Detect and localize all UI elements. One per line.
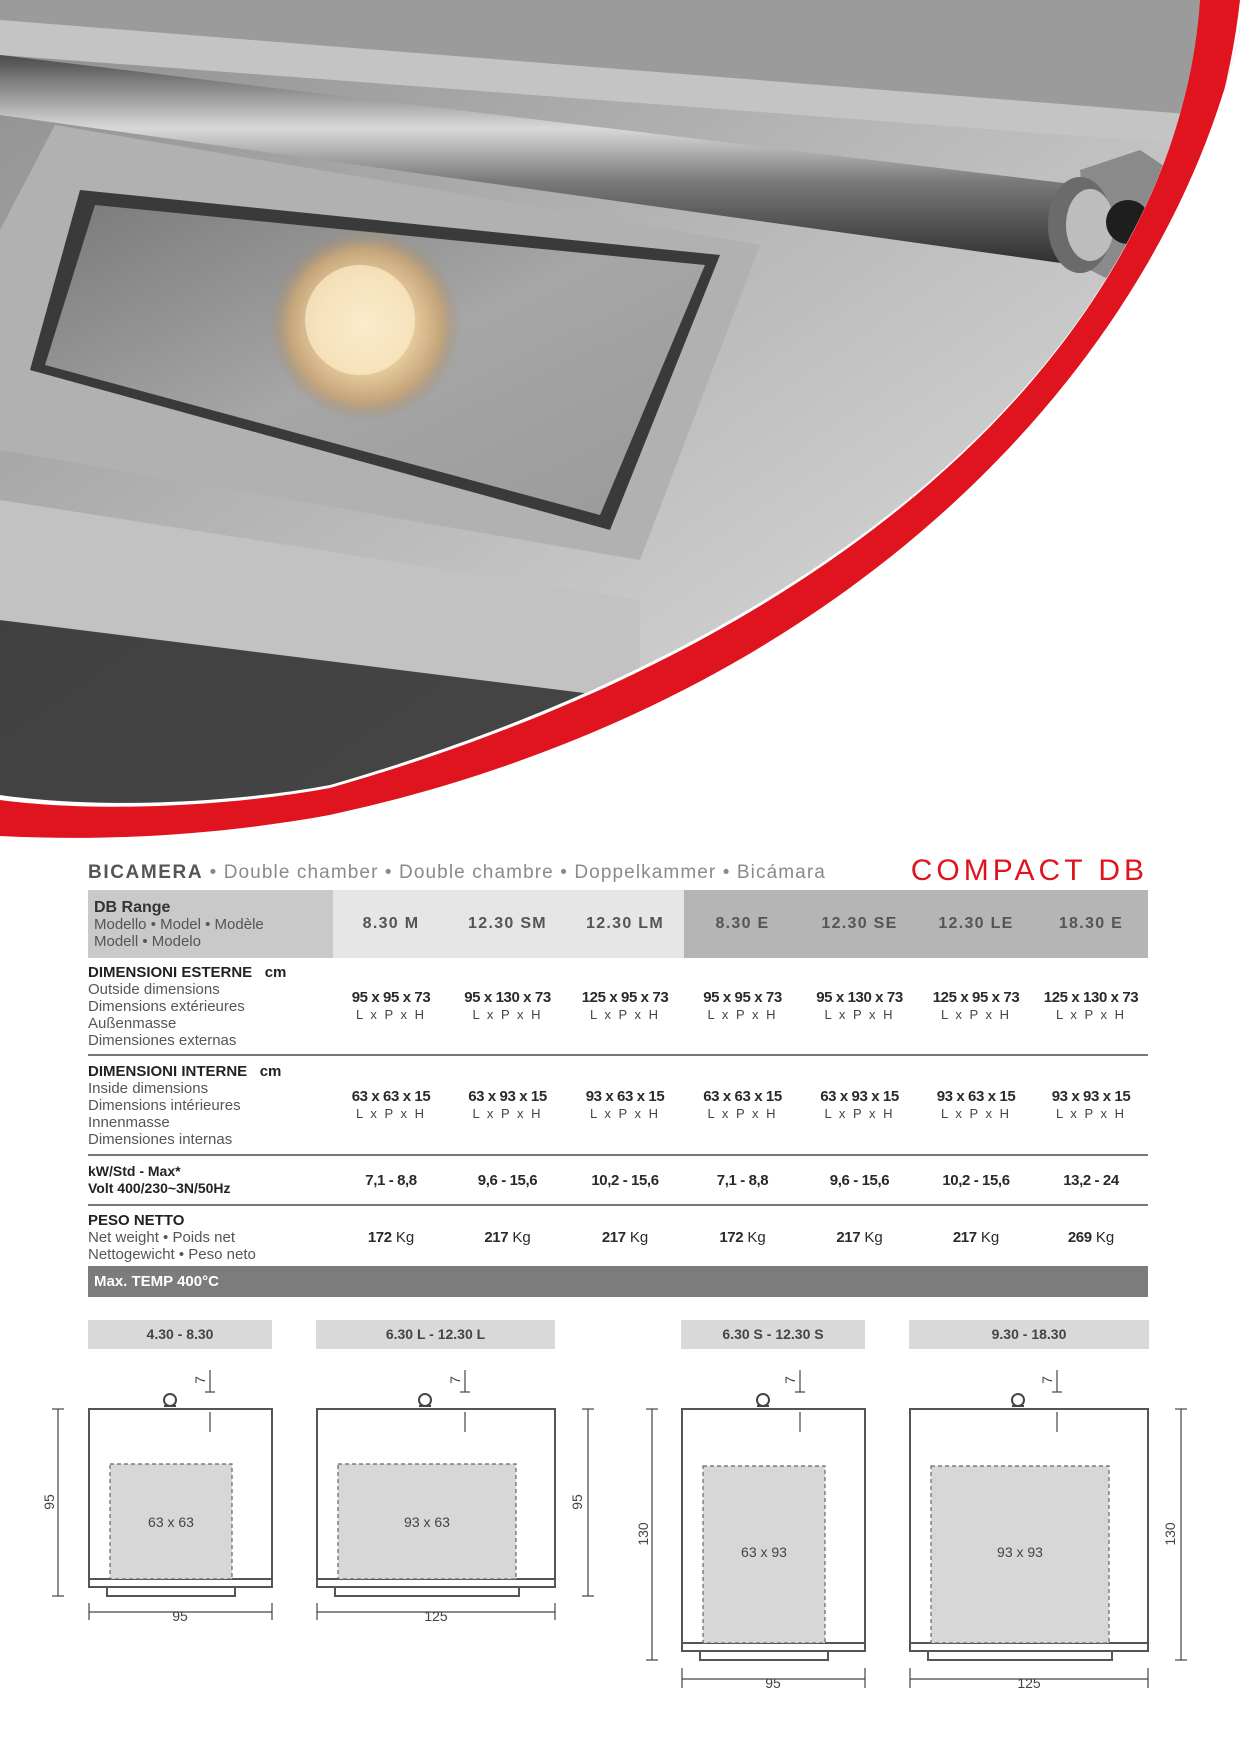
cell-value: 9,6 - 15,6 [477, 1171, 538, 1189]
model-header: 12.30 LE [918, 890, 1034, 958]
row-sub: Innenmasse [88, 1113, 170, 1131]
cell-value: 172 [719, 1228, 744, 1246]
cell-unit: L x P x H [1055, 1007, 1127, 1022]
table-cell [801, 1155, 918, 1205]
cell-value: 63 x 63 x 15 [703, 1088, 782, 1105]
cell-value: 10,2 - 15,6 [591, 1171, 659, 1189]
table-cell [449, 1055, 566, 1155]
diagram-1 [52, 1370, 272, 1620]
inner-label: 93 x 93 [997, 1544, 1043, 1560]
max-temp-label: Max. TEMP 400°C [94, 1273, 219, 1290]
cell-value: 63 x 63 x 15 [351, 1088, 431, 1105]
depth-label: 95 [569, 1494, 585, 1510]
row-unit: cm [264, 963, 287, 981]
width-label: 125 [1017, 1675, 1041, 1691]
table-cell [801, 1205, 918, 1268]
cell-value: 95 x 95 x 73 [351, 989, 431, 1006]
table-cell [449, 1155, 566, 1205]
row-title: PESO NETTO [88, 1211, 185, 1229]
cell-value: 125 x 130 x 73 [1043, 989, 1139, 1006]
table-cell [449, 958, 566, 1055]
cell-unit: L x P x H [940, 1007, 1012, 1022]
cell-unit: L x P x H [707, 1106, 778, 1121]
range-header [88, 890, 333, 958]
cell-unit: Kg [980, 1228, 1000, 1246]
cell-value: 7,1 - 8,8 [365, 1171, 417, 1189]
model-header: 12.30 LM [566, 890, 684, 958]
row-sub: Nettogewicht • Peso neto [88, 1245, 256, 1263]
cell-value: 93 x 63 x 15 [936, 1088, 1016, 1105]
cell-unit: Kg [629, 1228, 649, 1246]
table-cell [684, 1055, 801, 1155]
diagram-4 [910, 1370, 1187, 1688]
table-header-row [88, 890, 1148, 958]
gap-label: 7 [782, 1376, 798, 1384]
row-sub: Net weight • Poids net [88, 1228, 235, 1246]
table-cell [801, 958, 918, 1055]
row-label [88, 958, 333, 1055]
cell-unit: L x P x H [472, 1106, 543, 1121]
row-label [88, 1205, 333, 1268]
range-sub1: Modello • Model • Modèle [94, 915, 264, 933]
cell-value: 217 [836, 1228, 861, 1246]
row-title: DIMENSIONI INTERNE [88, 1062, 248, 1080]
table-cell [918, 1055, 1034, 1155]
diagram-label: 6.30 L - 12.30 L [316, 1320, 555, 1349]
oven-diagrams [0, 1350, 1240, 1710]
internal-dimensions-row [88, 1055, 1148, 1155]
row-label [88, 1155, 333, 1205]
gap-label: 7 [192, 1376, 208, 1384]
table-cell [918, 1155, 1034, 1205]
cell-value: 63 x 93 x 15 [468, 1088, 547, 1105]
inner-label: 63 x 63 [148, 1514, 194, 1530]
table-cell [333, 1155, 449, 1205]
inner-label: 63 x 93 [741, 1544, 787, 1560]
table-cell [918, 1205, 1034, 1268]
cell-unit: L x P x H [707, 1007, 778, 1022]
cell-unit: Kg [512, 1228, 531, 1246]
diagram-label: 9.30 - 18.30 [909, 1320, 1149, 1349]
cell-unit: Kg [395, 1228, 415, 1246]
row-volt: Volt 400/230~3N/50Hz [88, 1180, 231, 1196]
table-cell [1034, 1205, 1148, 1268]
diagram-label: 4.30 - 8.30 [88, 1320, 272, 1349]
cell-value: 125 x 95 x 73 [581, 989, 669, 1006]
row-title: DIMENSIONI ESTERNE [88, 963, 253, 981]
external-dimensions-row [88, 958, 1148, 1055]
cell-unit: L x P x H [824, 1007, 895, 1022]
row-sub: Dimensiones internas [88, 1130, 233, 1148]
cell-unit: L x P x H [589, 1007, 661, 1022]
cell-unit: Kg [747, 1228, 766, 1246]
heading-title: BICAMERA [88, 862, 204, 883]
cell-value: 217 [952, 1228, 977, 1246]
oven-door-photo [0, 0, 1240, 850]
model-header: 8.30 M [333, 890, 449, 958]
row-title: kW/Std - Max* [88, 1163, 181, 1179]
row-sub: Dimensions intérieures [88, 1096, 241, 1114]
width-label: 95 [172, 1608, 188, 1624]
row-sub: Dimensiones externas [88, 1031, 237, 1049]
cell-unit: L x P x H [824, 1106, 895, 1121]
row-unit: cm [259, 1062, 282, 1080]
table-cell [1034, 1055, 1148, 1155]
cell-value: 172 [367, 1228, 392, 1246]
width-label: 125 [424, 1608, 448, 1624]
diagram-label: 6.30 S - 12.30 S [681, 1320, 865, 1349]
cell-unit: L x P x H [472, 1007, 543, 1022]
cell-value: 7,1 - 8,8 [716, 1171, 769, 1189]
depth-label: 130 [1162, 1522, 1178, 1546]
depth-label: 95 [41, 1494, 57, 1510]
table-cell [333, 1205, 449, 1268]
cell-value: 95 x 95 x 73 [703, 989, 782, 1006]
row-sub: Outside dimensions [88, 980, 220, 998]
depth-label: 130 [635, 1522, 651, 1546]
cell-value: 95 x 130 x 73 [816, 989, 903, 1006]
cell-unit: L x P x H [355, 1007, 427, 1022]
model-header: 12.30 SE [801, 890, 918, 958]
row-sub: Inside dimensions [88, 1079, 209, 1097]
diagram-2 [317, 1370, 594, 1620]
model-header: 18.30 E [1034, 890, 1148, 958]
cell-value: 125 x 95 x 73 [932, 989, 1020, 1006]
table-cell [566, 958, 684, 1055]
cell-value: 95 x 130 x 73 [464, 989, 551, 1006]
cell-value: 10,2 - 15,6 [942, 1171, 1010, 1189]
max-temp-bar [88, 1266, 1148, 1297]
table-cell [333, 1055, 449, 1155]
cell-unit: L x P x H [355, 1106, 427, 1121]
spec-table [88, 890, 1148, 1268]
model-header: 12.30 SM [449, 890, 566, 958]
weight-row [88, 1205, 1148, 1268]
cell-value: 217 [601, 1228, 626, 1246]
cell-value: 63 x 93 x 15 [820, 1088, 899, 1105]
diagram-3 [646, 1370, 865, 1688]
table-cell [449, 1205, 566, 1268]
product-brand: COMPACT DB [910, 854, 1148, 887]
table-cell [918, 958, 1034, 1055]
cell-value: 93 x 93 x 15 [1051, 1088, 1131, 1105]
table-cell [684, 958, 801, 1055]
table-cell [1034, 958, 1148, 1055]
table-cell [566, 1155, 684, 1205]
range-label: DB Range [94, 898, 171, 916]
row-sub: Außenmasse [88, 1014, 177, 1032]
inner-label: 93 x 63 [404, 1514, 450, 1530]
table-cell [566, 1055, 684, 1155]
table-cell [684, 1155, 801, 1205]
cell-unit: L x P x H [589, 1106, 661, 1121]
row-label [88, 1055, 333, 1155]
section-heading [88, 854, 1148, 894]
cell-unit: Kg [864, 1228, 883, 1246]
cell-unit: Kg [1095, 1228, 1115, 1246]
range-sub2: Modell • Modelo [94, 932, 201, 950]
model-header: 8.30 E [684, 890, 801, 958]
row-sub: Dimensions extérieures [88, 997, 245, 1015]
cell-unit: L x P x H [940, 1106, 1012, 1121]
power-row [88, 1155, 1148, 1205]
table-cell [1034, 1155, 1148, 1205]
cell-value: 269 [1067, 1228, 1092, 1246]
table-cell [333, 958, 449, 1055]
cell-value: 217 [484, 1228, 509, 1246]
heading-line [88, 862, 826, 884]
table-cell [566, 1205, 684, 1268]
gap-label: 7 [447, 1376, 463, 1384]
width-label: 95 [765, 1675, 781, 1691]
cell-unit: L x P x H [1055, 1106, 1127, 1121]
gap-label: 7 [1039, 1376, 1055, 1384]
cell-value: 13,2 - 24 [1063, 1171, 1119, 1189]
table-cell [684, 1205, 801, 1268]
heading-subtitle: • Double chamber • Double chambre • Doppelkammer • Bicámara [203, 862, 826, 883]
cell-value: 9,6 - 15,6 [829, 1171, 890, 1189]
cell-value: 93 x 63 x 15 [585, 1088, 665, 1105]
table-cell [801, 1055, 918, 1155]
